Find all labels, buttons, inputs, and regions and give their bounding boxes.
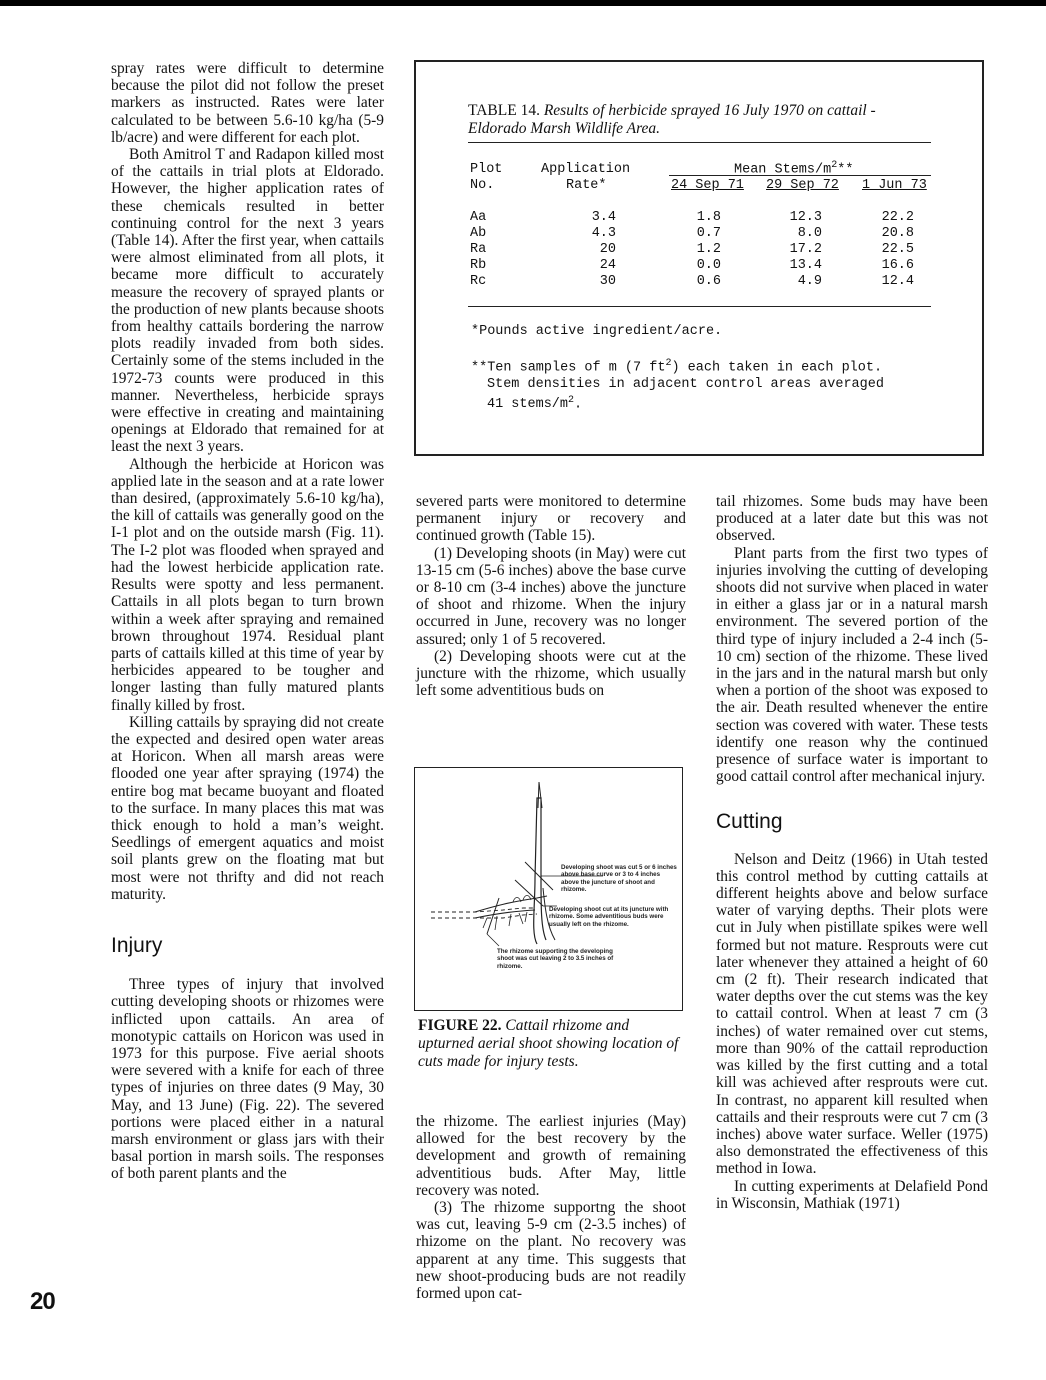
cell-d1: 1.8 <box>696 210 721 225</box>
cell-rate: 30 <box>599 274 616 289</box>
cell-rate: 3.4 <box>591 210 616 225</box>
cell-plot: Rc <box>470 274 487 289</box>
column-1 <box>111 60 384 1183</box>
paragraph: (3) The rhizome supportng the shoot was cut, leaving 5-9 cm (2-3.5 inches) of rhizome on the plant. No recovery was apparent at any time. This suggests that new shoot-producing buds are not readily formed upon cat- <box>416 1199 686 1303</box>
cell-d1: 0.7 <box>696 226 721 241</box>
cell-d3: 16.6 <box>881 258 914 273</box>
paragraph: (2) Developing shoots were cut at the juncture with the rhizome, which usually left some adventitious buds on <box>416 647 686 700</box>
figure-label-cut-3: The rhizome supporting the developing shoot was cut leaving 2 to 3.5 inches of rhizome. <box>497 948 614 970</box>
header-application: Application <box>541 162 631 177</box>
cell-plot: Ab <box>470 226 487 241</box>
column-3 <box>716 493 988 1212</box>
page-top-border <box>0 0 1046 6</box>
leader-line-3 <box>487 934 499 946</box>
header-no: No. <box>470 178 495 193</box>
page-number: 20 <box>30 1288 55 1315</box>
figure-label-cut-1: Developing shoot was cut 5 or 6 inches above base curve or 3 to 4 inches above the juncture of shoot and rhizome. <box>561 864 677 894</box>
cell-d2: 4.9 <box>797 274 822 289</box>
cell-d2: 17.2 <box>789 242 822 257</box>
table-14 <box>414 60 984 456</box>
table-title: Results of herbicide sprayed 16 July 1970 on cattail - Eldorado Marsh Wildlife Area. <box>468 102 876 137</box>
table-label: TABLE 14. <box>468 102 540 119</box>
figure-label: FIGURE 22. <box>418 1017 502 1034</box>
header-plot: Plot <box>470 162 503 177</box>
shoot-tip <box>538 782 542 808</box>
cell-d2: 12.3 <box>789 210 822 225</box>
cell-d3: 22.5 <box>881 242 914 257</box>
header-mean-stems: Mean Stems/$m^2**$ <box>734 160 854 178</box>
header-span-rule <box>669 175 931 176</box>
table-rule-bottom <box>468 306 931 307</box>
figure-22 <box>414 767 683 1011</box>
paragraph: the rhizome. The earliest injuries (May) allowed for the best recovery by the development and growth of remaining adventitious buds. After May, little recovery was noted. <box>416 1113 686 1199</box>
cell-d1: 0.0 <box>696 258 721 273</box>
column-2 <box>416 493 686 699</box>
paragraph: spray rates were difficult to determine because the pilot did not follow the preset markers as instructed. Rates were later calculated to be between 5.6-10 kg/ha (5-9 lb/acre) and were different for each plot. <box>111 60 384 146</box>
paragraph: severed parts were monitored to determine permanent injury or recovery and continued growth (Table 15). <box>416 493 686 545</box>
figure-label-cut-2: Developing shoot cut at its juncture with rhizome. Some adventitious buds were usually left on the rhizome. <box>549 906 669 928</box>
paragraph: In cutting experiments at Delafield Pond in Wisconsin, Mathiak (1971) <box>716 1177 988 1212</box>
paragraph: Nelson and Deitz (1966) in Utah tested this control method by cutting cattails at different heights above and below surface water of varying depths. Their plots were cut in July when pistillate spikes were well formed but not mature. Resprouts were cut later whenever they attained a height of 60 cm (2 ft). Their research indicated that water depths over the cut stems was the key to cattail control. When at least 7 cm (3 inches) of water remained over cut stems, more than 90% of the cattail reproduction was killed by the first cutting and a total kill was achieved after resprouts were cut. In contrast, no apparent kill resulted when cattails and their resprouts were cut 7 cm (3 inches) above water surface. Weller (1975) also demonstrated the effectiveness of this method in Iowa. <box>716 850 988 1178</box>
paragraph: Both Amitrol T and Radapon killed most of the cattails in trial plots at Eldorado. However, the higher application rates of these chemicals resulted in better continuing control for the next 3 years (Table 14). After the first year, when cattails were almost eliminated from all plots, it became more difficult to accurately measure the recovery of sprayed plants or the production of new plants because shoots from healthy cattails bordering the narrow plots readily invaded from both sides. Certainly some of the stems included in the 1972-73 counts were produced in this manner. Nevertheless, herbicide sprays were effective in creating and maintaining openings at Eldorado that remained for at least the next 3 years. <box>111 146 384 456</box>
footnote-1: *Pounds active ingredient/acre. <box>471 324 723 339</box>
cell-d3: 12.4 <box>881 274 914 289</box>
footnote-2: **Ten samples of m (7 $ft^2$) each taken in each plot. Stem densities in adjacent control areas averaged 41 stems/$m^2$. <box>471 358 884 412</box>
table-rule-top <box>468 142 931 143</box>
cell-d2: 13.4 <box>789 258 822 273</box>
cell-rate: 20 <box>599 242 616 257</box>
aerial-shoot <box>534 798 546 944</box>
table-caption <box>468 102 928 138</box>
paragraph: (1) Developing shoots (in May) were cut 13-15 cm (5-6 inches) above the base curve or 8-10 cm (3-4 inches) above the juncture of shoot and rhizome. When the injury occurred in June, recovery was no longer assured; only 1 of 5 recovered. <box>416 544 686 648</box>
cut-mark-2 <box>515 880 543 906</box>
cell-rate: 24 <box>599 258 616 273</box>
cell-d1: 0.6 <box>696 274 721 289</box>
figure-22-caption <box>418 1017 683 1071</box>
cut-mark-3 <box>487 898 499 934</box>
cell-d3: 20.8 <box>881 226 914 241</box>
cell-plot: Rb <box>470 258 487 273</box>
cell-plot: Aa <box>470 210 487 225</box>
paragraph: Three types of injury that involved cutting developing shoots or rhizomes were inflicted upon cattails. An area of monotypic cattails on Horicon was used in 1973 for this purpose. Five aerial shoots were severed with a knife for each of three types of injuries on three dates (9 May, 30 May, and 13 June) (Fig. 22). The severed portions were placed either in a natural marsh environment or glass jars with their basal portion in marsh soils. The responses of both parent plants and the <box>111 976 384 1183</box>
cell-d2: 8.0 <box>797 226 822 241</box>
paragraph: Plant parts from the first two types of injuries involving the cutting of developing shoots did not survive when placed in water in either a glass jar or in a natural marsh environment. The severed portion of the third type of injury included a 2-4 inch (5-10 cm) section of the rhizome. These lived in the jars and in the natural marsh but only when a portion of the shoot was exposed to the air. Death resulted whenever the entire section was covered with water. These tests identify one reason why the continued presence of surface water is important to good cattail control after mechanical injury. <box>716 544 988 786</box>
paragraph: tail rhizomes. Some buds may have been produced at a later date but this was not observed. <box>716 493 988 545</box>
cell-d3: 22.2 <box>881 210 914 225</box>
header-date-3: 1 Jun 73 <box>862 178 927 193</box>
header-date-1: 24 Sep 71 <box>671 178 744 193</box>
cell-plot: Ra <box>470 242 487 257</box>
header-rate: Rate* <box>566 178 607 193</box>
paragraph: Although the herbicide at Horicon was applied late in the season and at a rate lower than desired, (approximately 5.6-10 kg/ha), the kill of cattails was generally good on the I-1 plot and on the outside marsh (Fig. 11). The I-2 plot was flooded when sprayed and had the lowest herbicide application rate. Results were spotty and less permanent. Cattails in all plots began to turn brown within a week after spraying and remained brown throughout 1974. Residual plant parts of cattails killed at this time of year by herbicides appeared to be tougher and longer lasting than fully matured plants finally killed by frost. <box>111 455 384 714</box>
header-date-2: 29 Sep 72 <box>766 178 839 193</box>
cell-d1: 1.2 <box>696 242 721 257</box>
figure-caption-text: Cattail rhizome and upturned aerial shoot showing location of cuts made for injury tests. <box>418 1017 679 1070</box>
section-heading-cutting: Cutting <box>716 810 783 834</box>
section-heading-injury: Injury <box>111 933 163 957</box>
cell-rate: 4.3 <box>591 226 616 241</box>
column-2-continued <box>416 1113 686 1302</box>
paragraph: Killing cattails by spraying did not create the expected and desired open water areas at Horicon. When all marsh areas were flooded one year after spraying (1974) the entire bog mat became buoyant and floated to the surface. In many places this mat was thick enough to hold a man’s weight. Seedlings of emergent aquatics and moist soil plants grew on the floating mat but most were not thrifty and did not reach maturity. <box>111 713 384 903</box>
